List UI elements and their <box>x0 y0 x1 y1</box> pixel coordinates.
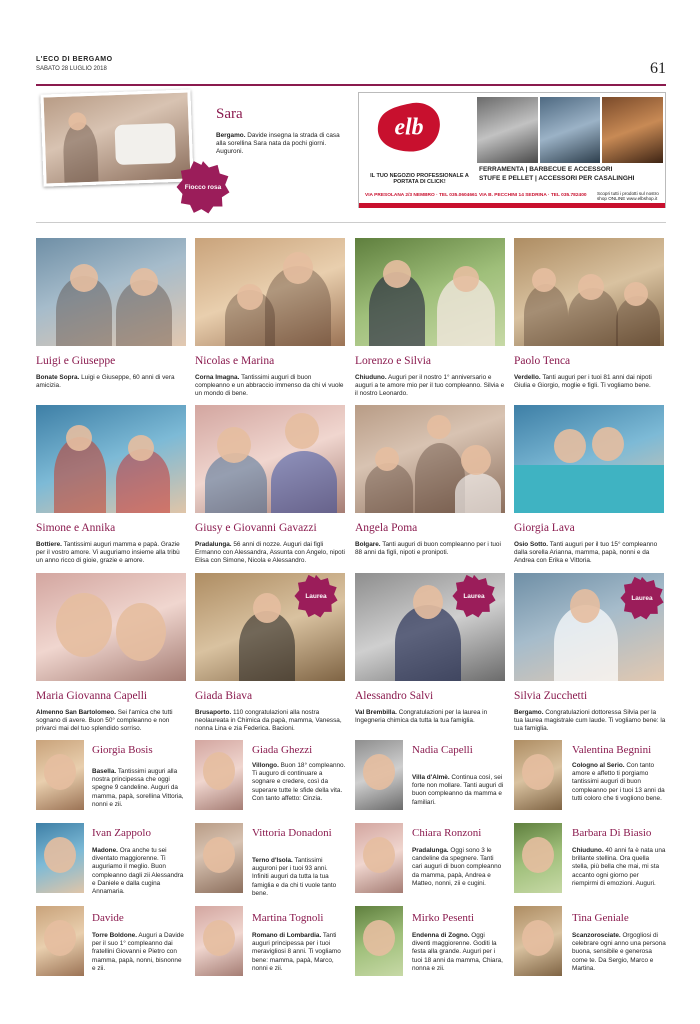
laurea-badge: Laurea <box>620 576 664 620</box>
photo-nicolas-marina <box>195 238 345 346</box>
text-5: Bottiere. Tantissimi auguri mamma e papà. Grazie per il vostro amore. Vi auguriamo insieme alla tribù un anno ricco di gioie, grazie e amore. <box>36 541 180 565</box>
laurea-badge: Laurea <box>294 574 338 618</box>
ad-product-photos <box>477 97 663 163</box>
name-4: Paolo Tenca <box>514 355 571 367</box>
name-11: Alessandro Salvi <box>355 690 434 702</box>
photo-simone-annika <box>36 405 186 513</box>
issue-date: SABATO 28 LUGLIO 2018 <box>36 66 107 72</box>
small-text: Scanzorosciate. Orgogliosi di celebrare ogni anno una persona buona, sensibile e generosa come te. Da Sergio, Marco e Martina. <box>572 932 666 972</box>
small-photo <box>355 740 403 810</box>
small-text: Villa d'Almè. Continua così, sei forte non mollare. Tanti auguri di buon compleanno da mamma e familiari. <box>412 774 504 806</box>
feature-text: Bergamo. Davide insegna la strada di casa alla sorellina Sara nata da pochi giorni. Auguroni. <box>216 132 340 156</box>
small-name: Chiara Ronzoni <box>412 827 482 839</box>
fiocco-rosa-badge: Fiocco rosa <box>176 160 230 214</box>
photo-lorenzo-silvia <box>355 238 505 346</box>
small-text: Chiuduno. 40 anni fa è nata una brillante stellina. Ora quella stella, più bella che mai, mi sta accanto ogni giorno per riempirmi di emozioni. Auguri. <box>572 847 666 887</box>
small-text: Romano di Lombardia. Tanti auguri principessa per i tuoi meravigliosi 8 anni. Ti vogliamo bene: mamma, papà, Marco, nonni e zii. <box>252 932 341 972</box>
laurea-badge: Laurea <box>452 574 496 618</box>
text-2: Corna Imagna. Tantissimi auguri di buon compleanno e un abbraccio immenso da chi vi vuole un mondo di bene. <box>195 374 344 398</box>
small-name: Vittoria Donadoni <box>252 827 332 839</box>
small-name: Nadia Capelli <box>412 744 473 756</box>
feature-photo <box>40 89 193 186</box>
photo-giusy-giovanni <box>195 405 345 513</box>
name-10: Giada Biava <box>195 690 253 702</box>
text-1: Bonate Sopra. Luigi e Giuseppe, 60 anni di vera amicizia. <box>36 374 175 390</box>
small-name: Valentina Begnini <box>572 744 652 756</box>
name-3: Lorenzo e Silvia <box>355 355 432 367</box>
text-4: Verdello. Tanti auguri per i tuoi 81 anni dai nipoti Giulia e Giorgio, moglie e figli. Ti vogliamo bene. <box>514 374 652 390</box>
name-7: Angela Poma <box>355 522 418 534</box>
small-name: Giada Ghezzi <box>252 744 313 756</box>
text-7: Bolgare. Tanti auguri di buon compleanno per i tuoi 88 anni da figli, nipoti e pronipoti. <box>355 541 501 557</box>
page-number: 61 <box>650 60 666 77</box>
ad-categories: FERRAMENTA | BARBECUE E ACCESSORI STUFE E PELLET | ACCESSORI PER CASALINGHI <box>479 166 635 182</box>
small-text: Terno d'Isola. Tantissimi auguroni per i tuoi 93 anni. Infiniti auguri da tutta la tua famiglia e da chi ti vuole tanto bene. <box>252 857 337 897</box>
small-name: Davide <box>92 912 124 924</box>
small-name: Martina Tognoli <box>252 912 324 924</box>
section-divider <box>36 222 666 223</box>
name-5: Simone e Annika <box>36 522 116 534</box>
small-name: Barbara Di Biasio <box>572 827 652 839</box>
small-photo <box>355 823 403 893</box>
small-photo <box>355 906 403 976</box>
small-text: Basella. Tantissimi auguri alla nostra principessa che oggi spegne 9 candeline. Auguri da mamma, papà, sorellina Vittoria, nonni e zii. <box>92 768 184 808</box>
ad-address-nembro: VIA PRESOLANA 2/3 NEMBRO · TEL 035.0604661 <box>365 193 478 198</box>
small-photo <box>514 823 562 893</box>
name-2: Nicolas e Marina <box>195 355 275 367</box>
text-12: Bergamo. Congratulazioni dottoressa Silvia per la tua laurea magistrale cum laude. Ti vogliamo bene: la tua famiglia. <box>514 709 666 733</box>
text-11: Val Brembilla. Congratulazioni per la laurea in Ingegneria chimica da tutta la tua famiglia. <box>355 709 488 725</box>
text-6: Pradalunga. 56 anni di nozze. Auguri dai figli Ermanno con Alessandra, Assunta con Angelo, nipoti Elisa con Simone, Nicola e Alessandro. <box>195 541 345 565</box>
newspaper-name: L'ECO DI BERGAMO <box>36 56 113 63</box>
svg-text:elb: elb <box>394 114 424 141</box>
small-name: Ivan Zappolo <box>92 827 151 839</box>
small-text: Madone. Ora anche tu sei diventato maggiorenne. Ti auguriamo il meglio. Buon compleanno dagli zii Alessandra e Daniele e dalla cugina Annamaria. <box>92 847 184 896</box>
small-photo <box>36 740 84 810</box>
small-name: Mirko Pesenti <box>412 912 475 924</box>
feature-name: Sara <box>216 106 243 122</box>
ad-shop-link[interactable]: Scopri tutti i prodotti sul nostro shop ONLINE www.elbshop.it <box>597 191 659 201</box>
elb-advertisement[interactable] <box>358 92 666 208</box>
small-name: Tina Geniale <box>572 912 629 924</box>
small-text: Endenna di Zogno. Oggi diventi maggiorenne. Goditi la festa alla grande. Auguri per i tuoi 18 anni da mamma, Chiara, nonna e zii. <box>412 932 503 972</box>
small-name: Giorgia Bosis <box>92 744 153 756</box>
page-header <box>36 56 666 86</box>
elb-logo-icon <box>373 101 445 157</box>
text-8: Osio Sotto. Tanti auguri per il tuo 15° compleanno dalla sorella Arianna, mamma, papà, nonni e da Andrea con Erika e Vittoria. <box>514 541 658 565</box>
small-photo <box>195 823 243 893</box>
small-photo <box>195 906 243 976</box>
ad-address-sedrina: VIA B. PECCHINI 14 SEDRINA · TEL 035.782400 <box>479 193 587 198</box>
name-9: Maria Giovanna Capelli <box>36 690 148 702</box>
small-text: Villongo. Buon 18° compleanno. Ti auguro di continuare a sognare e credere, così da superare tutte le sfide della vita. Con tanto affetto: Cinzia. <box>252 762 346 802</box>
photo-maria-giovanna <box>36 573 186 681</box>
small-text: Pradalunga. Oggi sono 3 le candeline da spegnere. Tanti cari auguri di buon compleanno da mamma, papà, Andrea e Matteo, nonni, zii e cugini. <box>412 847 502 887</box>
small-photo <box>36 823 84 893</box>
text-10: Brusaporto. 110 congratulazioni alla nostra neolaureata in Chimica da papà, mamma, Vanessa, nonna Lina e zia Federica. Bacioni. <box>195 709 342 733</box>
header-rule <box>36 84 666 86</box>
small-text: Torre Boldone. Auguri a Davide per il suo 1° compleanno dai fratellini Giovanni e Pietro con mamma, papà, nonni, bisnonne e zii. <box>92 932 184 972</box>
text-3: Chiuduno. Auguri per il nostro 1° anniversario e auguri a te amore mio per il tuo compleanno. Silvia e il nostro Leonardo. <box>355 374 505 398</box>
name-12: Silvia Zucchetti <box>514 690 588 702</box>
photo-luigi-giuseppe <box>36 238 186 346</box>
small-text: Cologno al Serio. Con tanto amore e affetto ti porgiamo tantissimi auguri di buon compleanno per i tuoi 13 anni da tutti coloro che ti vogliono bene. <box>572 762 665 802</box>
top-section <box>36 92 666 208</box>
photo-angela-poma <box>355 405 505 513</box>
small-photo <box>36 906 84 976</box>
small-photo <box>514 740 562 810</box>
name-8: Giorgia Lava <box>514 522 575 534</box>
small-photo <box>195 740 243 810</box>
photo-paolo-tenca <box>514 238 664 346</box>
name-1: Luigi e Giuseppe <box>36 355 116 367</box>
name-6: Giusy e Giovanni Gavazzi <box>195 522 317 534</box>
small-photo <box>514 906 562 976</box>
photo-giorgia-lava <box>514 405 664 513</box>
text-9: Almenno San Bartolomeo. Sei l'amica che tutti sognano di avere. Buon 50° compleanno e non privarci mai del tuo splendido sorriso. <box>36 709 173 733</box>
ad-slogan: IL TUO NEGOZIO PROFESSIONALE A PORTATA DI CLICK! <box>370 173 469 185</box>
